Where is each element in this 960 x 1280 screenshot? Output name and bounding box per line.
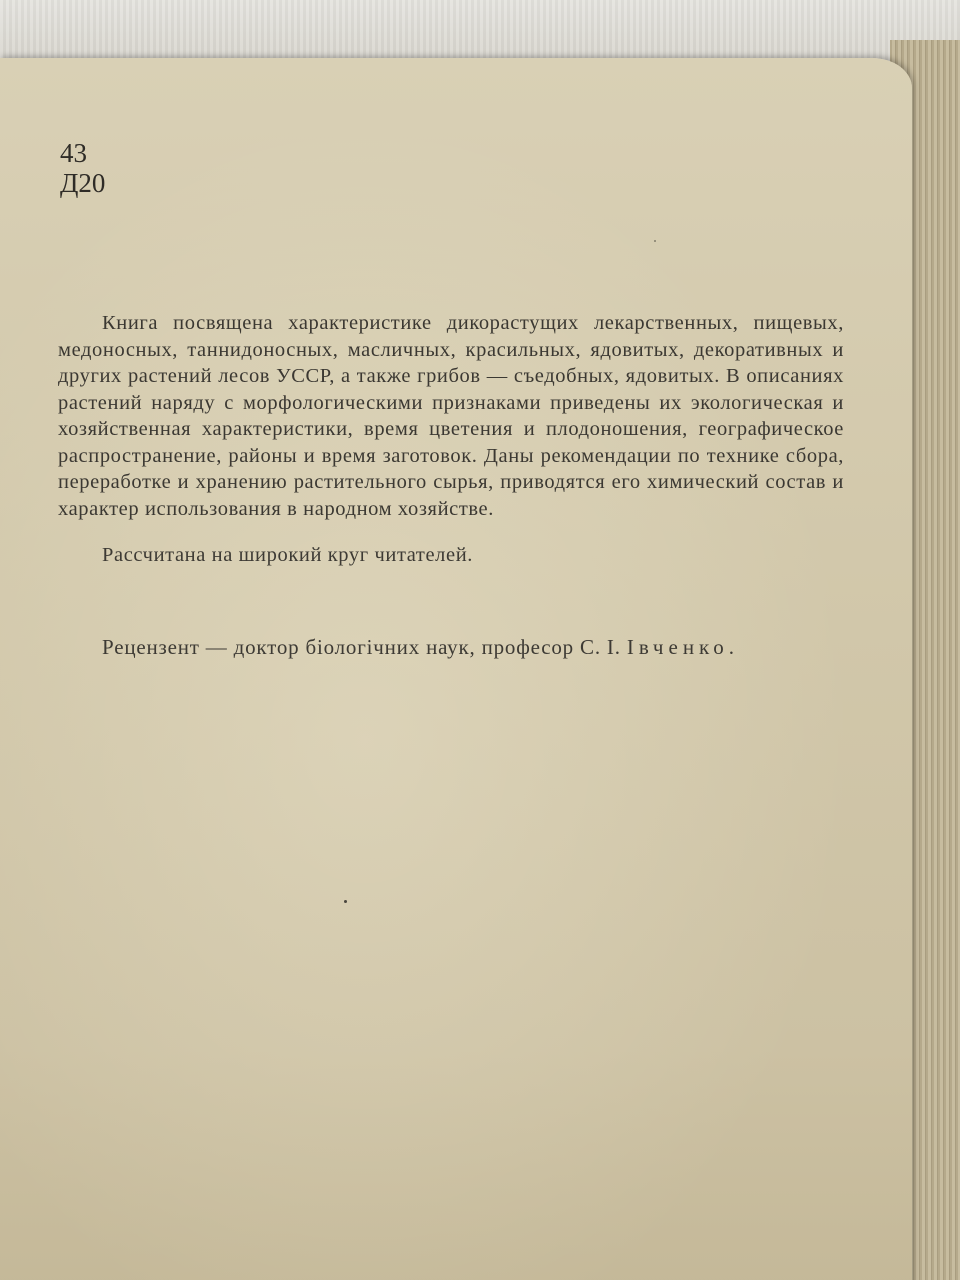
paper-speck [654, 240, 656, 242]
reviewer-prefix: Рецензент — доктор біологічних наук, професор С. І. [102, 635, 627, 659]
author-mark: Д20 [60, 168, 106, 198]
udc-index [60, 138, 105, 198]
annotation-paragraph: Книга посвящена характеристике дикорастущих лекарственных, пищевых, медоносных, таннидоносных, масличных, красильных, ядовитых, декоративных и других растений лесов УССР, а также грибов — съедобных, ядовитых. В описаниях растений наряду с морфологическими признаками приведены их экологическая и хозяйственная характеристики, время цветения и плодоношения, географическое распространение, районы и время заготовок. Даны рекомендации по технике сбора, переработке и хранению растительного сырья, приводятся его химический состав и характер использования в народном хозяйстве. [58, 312, 844, 520]
paper-speck [344, 900, 347, 903]
reviewer-line [102, 634, 739, 660]
reviewer-name: Івченко. [626, 635, 739, 659]
udc-number: 43 [60, 138, 87, 168]
book-page [0, 58, 912, 1280]
audience-note: Рассчитана на широкий круг читателей. [102, 544, 474, 566]
